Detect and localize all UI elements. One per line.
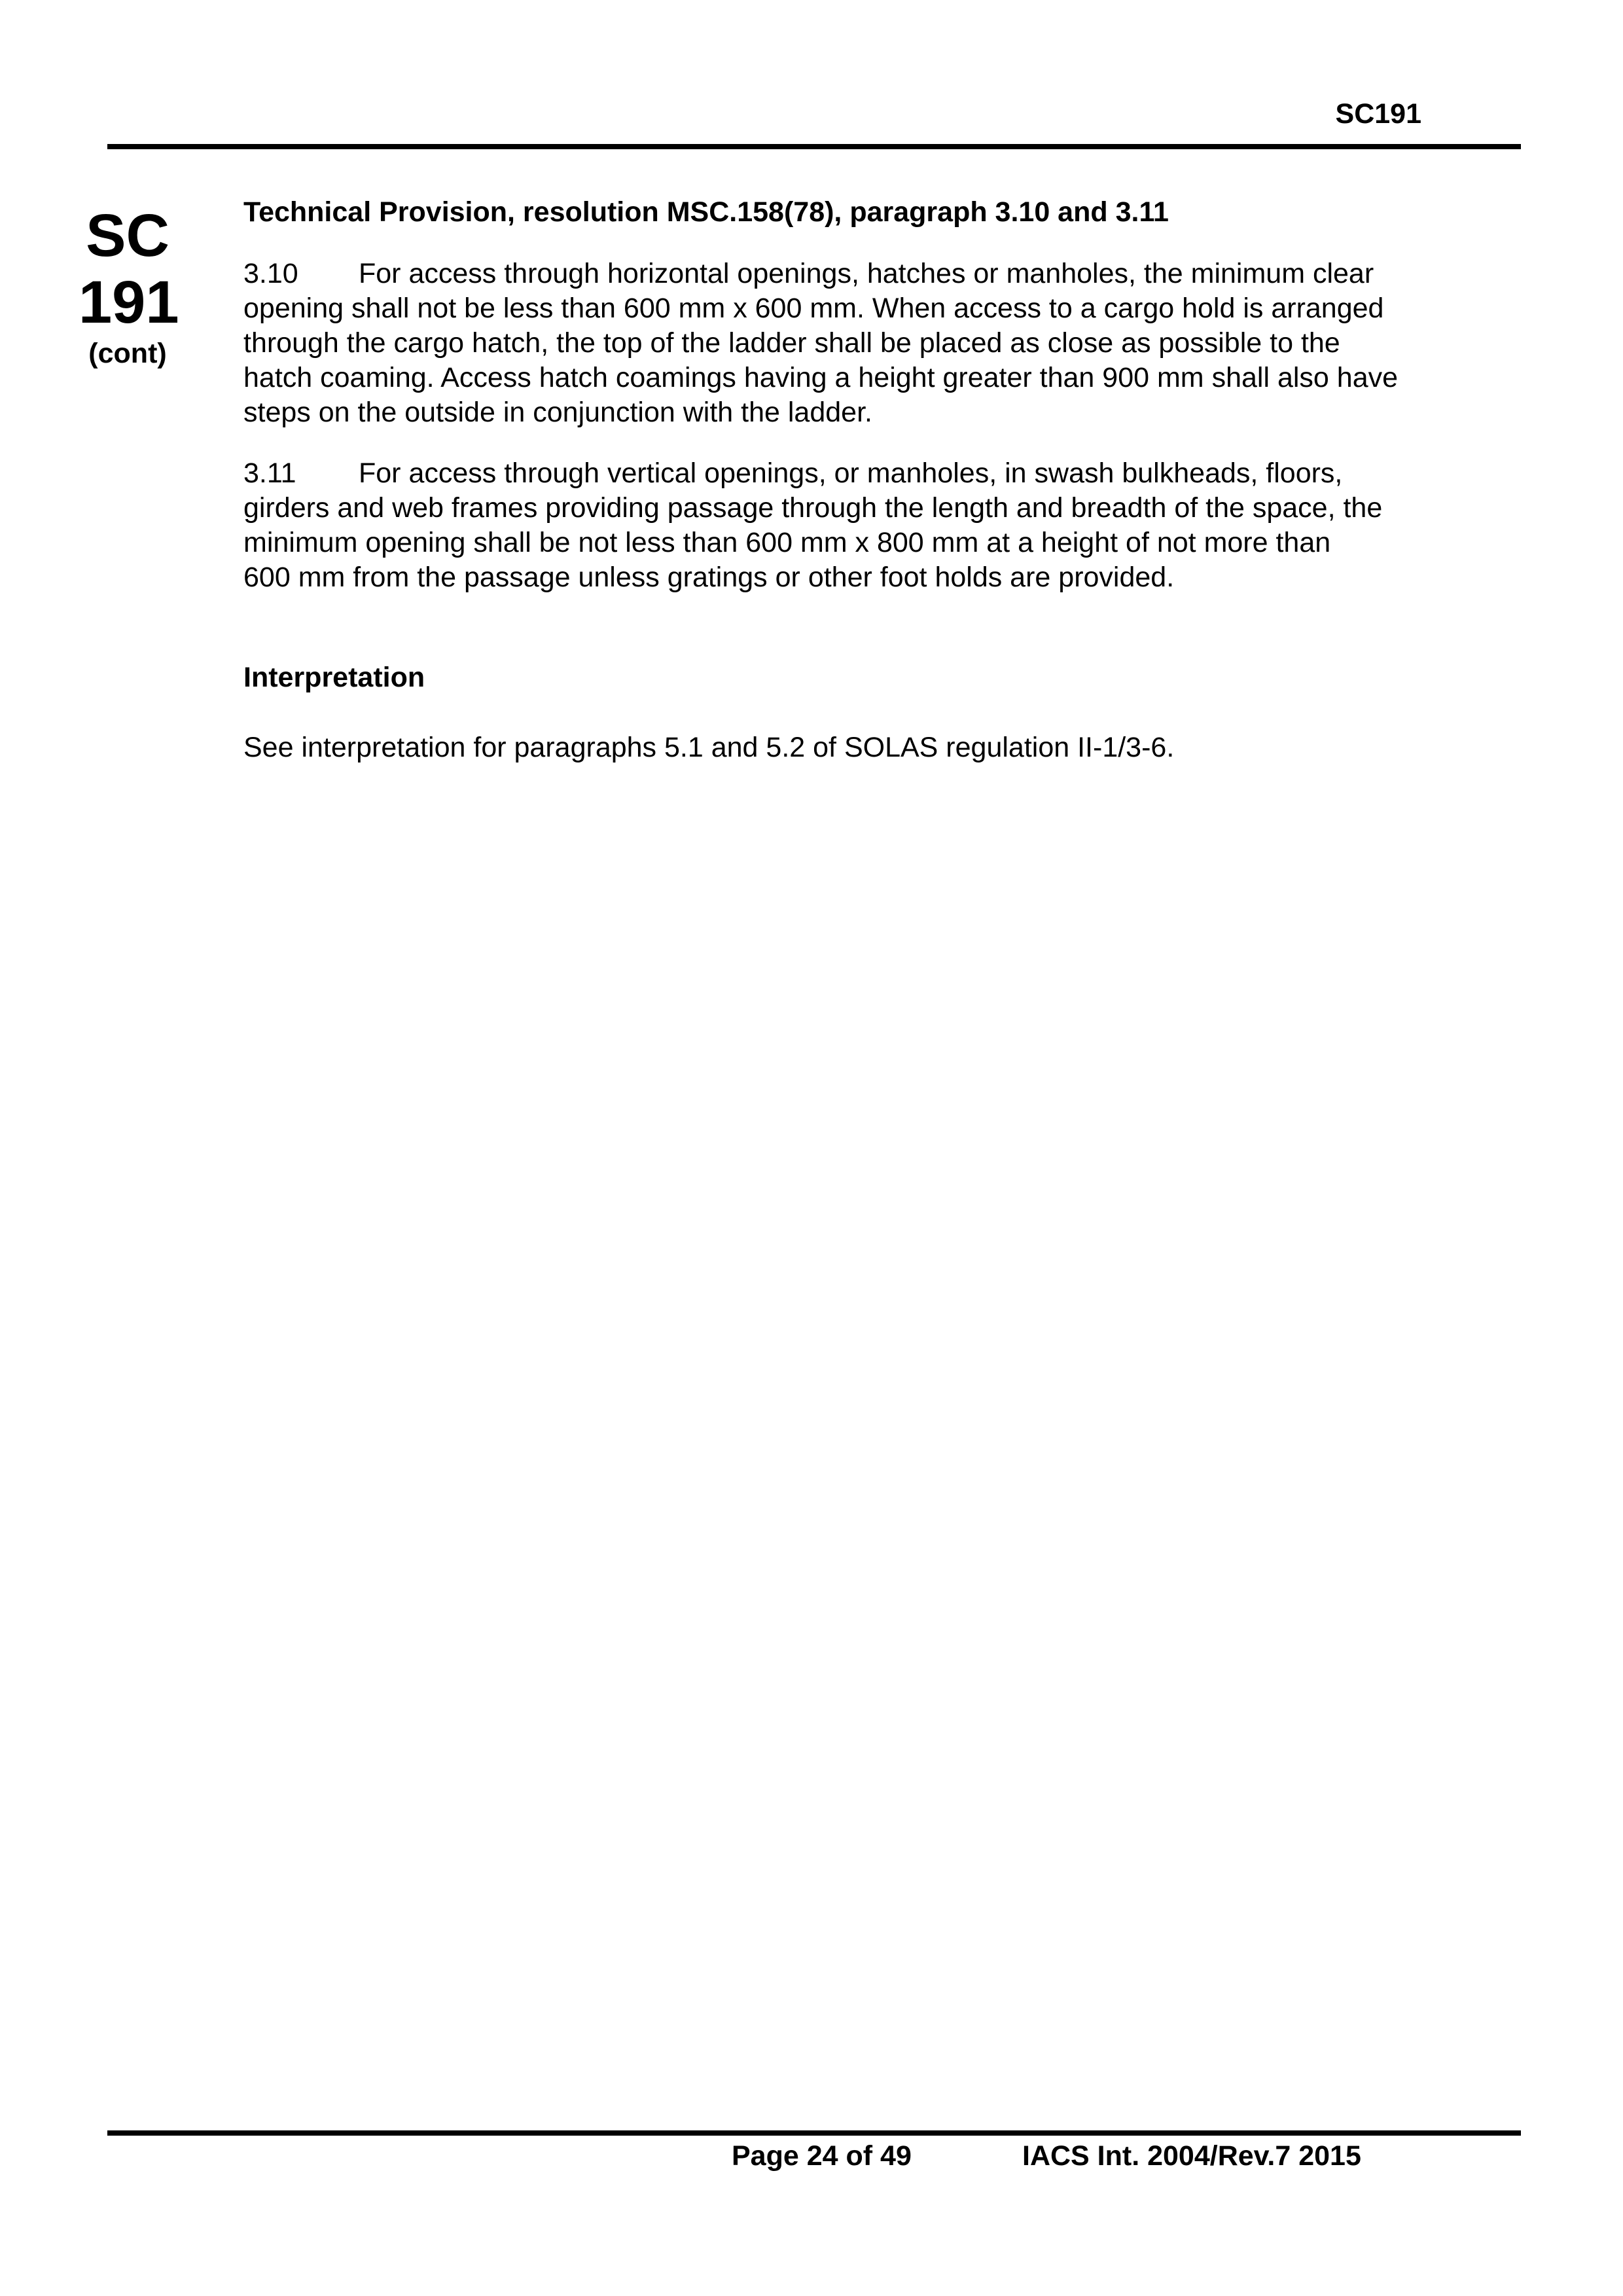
paragraph-line: opening shall not be less than 600 mm x 600 mm. When access to a cargo hold is arranged bbox=[243, 293, 1384, 324]
footer-rule bbox=[107, 2130, 1521, 2136]
paragraph-line: through the cargo hatch, the top of the ladder shall be placed as close as possible to the bbox=[243, 327, 1340, 359]
header-rule bbox=[107, 144, 1521, 149]
paragraph-line: 600 mm from the passage unless gratings or other foot holds are provided. bbox=[243, 562, 1175, 593]
paragraph-number: 3.11 bbox=[243, 457, 296, 489]
paragraph-line: hatch coaming. Access hatch coamings having a height greater than 900 mm shall also have bbox=[243, 362, 1399, 393]
main-content bbox=[243, 195, 1474, 765]
paragraph-3-11 bbox=[243, 456, 1474, 595]
paragraph-first-line: For access through vertical openings, or manholes, in swash bulkheads, floors, bbox=[359, 457, 1343, 489]
side-label-sc: SC bbox=[86, 202, 169, 269]
document-code: SC191 bbox=[1335, 98, 1421, 130]
document-reference: IACS Int. 2004/Rev.7 2015 bbox=[1022, 2140, 1361, 2172]
paragraph-number: 3.10 bbox=[243, 258, 298, 289]
section-heading: Technical Provision, resolution MSC.158(78), paragraph 3.10 and 3.11 bbox=[243, 196, 1169, 228]
side-label-number: 191 bbox=[79, 269, 179, 336]
interpretation-heading: Interpretation bbox=[243, 662, 425, 693]
paragraph-line: girders and web frames providing passage through the length and breadth of the space, the bbox=[243, 492, 1383, 524]
paragraph-line: minimum opening shall be not less than 600 mm x 800 mm at a height of not more than bbox=[243, 527, 1331, 558]
paragraph-line: steps on the outside in conjunction with the ladder. bbox=[243, 397, 872, 428]
paragraph-3-10 bbox=[243, 257, 1474, 430]
side-label bbox=[79, 203, 177, 370]
paragraph-first-line: For access through horizontal openings, hatches or manholes, the minimum clear bbox=[359, 258, 1374, 289]
side-label-cont: (cont) bbox=[88, 338, 167, 369]
interpretation-text: See interpretation for paragraphs 5.1 and 5.2 of SOLAS regulation II-1/3-6. bbox=[243, 732, 1175, 763]
page-number: Page 24 of 49 bbox=[732, 2140, 912, 2172]
